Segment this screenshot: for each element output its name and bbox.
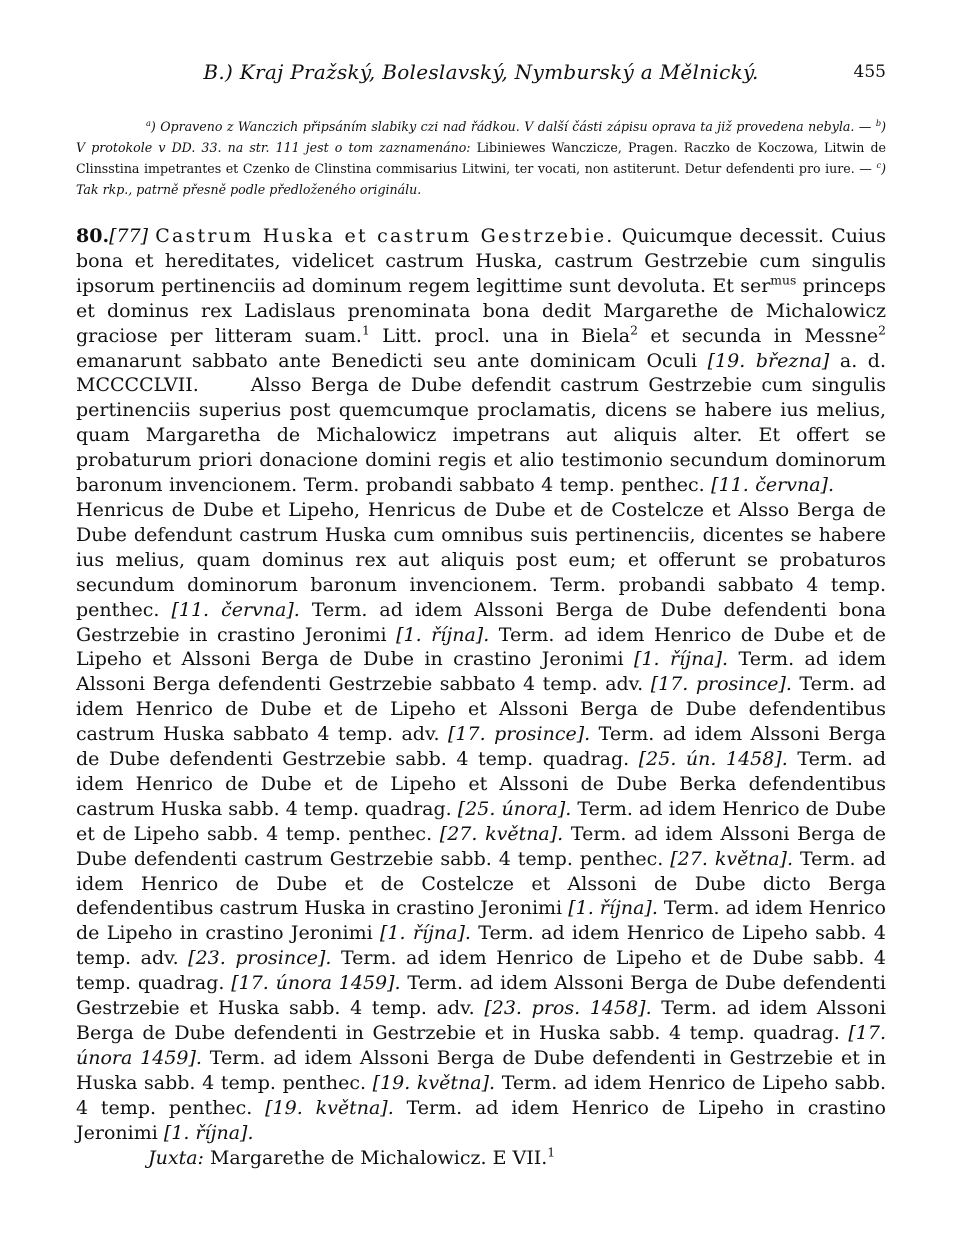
date-note: [1. října]. (380, 922, 471, 945)
date-note: [1. října]. (163, 1121, 254, 1144)
date-note: [17. prosince]. (650, 673, 792, 696)
entry-body (76, 224, 886, 1146)
entry-text: Term. ad idem Alssoni Berga de Dube defendenti Gestrzebie et Huska sabb. 4 temp. adv. (76, 972, 886, 1020)
entry-text: Term. ad idem Henrico de Lipeho in crastino Jeronimi (76, 1096, 886, 1144)
entry-text: Term. ad idem Henrico de Lipeho sabb. 4 temp. penthec. (76, 1071, 887, 1119)
running-header (76, 52, 886, 92)
juxta-text: Margarethe de Michalowicz. E VII. (203, 1146, 548, 1169)
superscript: mus (770, 273, 797, 288)
footnote-ref: 2 (630, 323, 638, 338)
footnote-ref: 1 (547, 1145, 556, 1160)
footnote-ref: 1 (361, 323, 370, 338)
date-note: [27. května]. (670, 847, 794, 870)
entry-text: Term. ad idem Henrico de Dube et de Lipeho sabb. 4 temp. penthec. (76, 797, 886, 845)
date-note: [1. října]. (396, 623, 490, 646)
page-number: 455 (853, 62, 886, 82)
entry-text: Term. ad idem Henrico de Dube et de Lipeho et Alssoni de Dube Berka defendentibus castrum Huska sabb. 4 temp. quadrag. (76, 748, 886, 820)
entry-text: Term. ad idem Alssoni Berga de Dube defendenti in Gestrzebie et in Huska sabb. 4 temp. quadrag. (76, 997, 886, 1044)
footnote-text: ) V protokole v DD. 33. na str. 111 jest o tom zaznamenáno: (76, 119, 886, 155)
juxta-label: Juxta: (148, 1146, 204, 1169)
entry-text: Term. ad idem Henrico de Dube et de Lipeho et Alssoni Berga de Dube defendentibus castrum Huska sabbato 4 temp. adv. (76, 673, 886, 746)
date-note: [11. června]. (171, 598, 300, 621)
entry-text: a. d. MCCCCLVII. (76, 349, 887, 397)
date-note: [1. října]. (568, 897, 658, 920)
footnote-marker: b (875, 117, 882, 128)
entry-ref: [77] (109, 225, 149, 247)
footnote-text: ) Tak rkp., patrně přesně podle předloženého originálu. (76, 161, 886, 197)
entry-text: Henricus de Dube et Lipeho, Henricus de Dube et de Costelcze et Alsso Berga de Dube defendunt castrum Huska cum omnibus suis pertinenciis, dicentes se habere ius melius, quam dominus rex aut aliquis post eum; et offerunt se probaturos secundum dominorum baronum invencionem. Term. probandi sabbato 4 temp. penthec. (76, 498, 886, 621)
date-note: [1. října]. (634, 648, 729, 671)
date-note: [23. pros. 1458]. (484, 997, 652, 1020)
juxta-line (76, 1146, 886, 1171)
entry-text: Quicumque decessit. Cuius bona et hereditates, videlicet castrum Huska, castrum Gestrzebie cum singulis ipsorum pertinenciis ad dominum regem legittime sunt devoluta. Et ser (76, 225, 886, 297)
entry-text: Term. ad idem Henrico de Lipeho sabb. 4 temp. adv. (76, 922, 886, 970)
entry-text: Term. ad idem Henrico de Lipeho et de Dube sabb. 4 temp. quadrag. (76, 947, 886, 995)
footnote-text: ) Opraveno z Wanczich připsáním slabiky czi nad řádkou. V další části zápisu oprava ta již provedena nebyla. — (150, 119, 876, 134)
date-note: [17. prosince]. (447, 723, 591, 746)
entry-text: Term. ad idem Henrico de Dube et de Lipeho et Alssoni Berga de Dube in crastino Jeronimi (76, 623, 887, 671)
entry-number: 80. (76, 225, 110, 247)
footnote-ref: 2 (878, 323, 886, 338)
entry-text: Term. ad idem Alssoni Berga de Dube defendenti castrum Gestrzebie sabb. 4 temp. penthec. (76, 822, 887, 870)
footnote-quote: Libiniewes Wanczicze, Pragen. Raczko de Koczowa, Litwin de Clinsstina impetrantes et Czenko de Clinstina commisarius Litwini, ter vocati, non astiterunt. Detur defendenti pro iure. — (76, 140, 886, 176)
footnote-marker: c (876, 159, 882, 170)
entry-text: Alsso Berga de Dube defendit castrum Gestrzebie cum singulis pertinenciis superius post quemcumque proclamatis, dicens se habere ius melius, quam Margaretha de Michalowicz impetrans aut aliquis alter. Et offert se probaturum priori donacione domini regis et alio testimonio secundum dominorum baronum invencionem. Term. probandi sabbato 4 temp. penthec. (76, 374, 886, 497)
running-title: B.) Kraj Pražský, Boleslavský, Nymburský a Mělnický. (203, 60, 759, 84)
entry-title: Castrum Huska et castrum Gestrzebie. (155, 225, 615, 247)
entry-80 (76, 224, 886, 1170)
footnote-marker: a (146, 117, 151, 128)
entry-text: et secunda in Messne (637, 324, 879, 347)
entry-text: Term. ad idem Alssoni Berga de Dube defendenti in Gestrzebie et in Huska sabb. 4 temp. penthec. (76, 1046, 886, 1094)
footnotes (76, 116, 886, 200)
date-note: [27. května]. (439, 822, 564, 845)
entry-text: princeps et dominus rex Ladislaus prenominata bona dedit Margarethe de Michalowicz graciose per litteram suam. (76, 274, 887, 347)
date-note: [19. května]. (265, 1096, 394, 1119)
footnote-a (76, 116, 886, 200)
date-note: [17. února 1459]. (76, 1022, 886, 1069)
entry-text: Term. ad idem Alssoni Berga de Dube defendenti bona Gestrzebie in crastino Jeronimi (76, 598, 887, 646)
entry-text: Term. ad idem Henrico de Dube et de Costelcze et Alssoni de Dube dicto Berga defendentibus castrum Huska in crastino Jeronimi (76, 847, 887, 920)
entry-text: Term. ad idem Henrico de Lipeho in crastino Jeronimi (76, 897, 886, 945)
date-note: [17. února 1459]. (231, 972, 401, 995)
entry-text: Litt. procl. una in Biela (369, 324, 631, 347)
entry-text: emanarunt sabbato ante Benedicti seu ante dominicam Oculi (76, 349, 708, 372)
entry-text: Term. ad idem Alssoni Berga de Dube defendenti Gestrzebie sabb. 4 temp. quadrag. (76, 723, 886, 771)
date-note: [23. prosince]. (188, 947, 332, 970)
date-note: [11. června]. (711, 474, 834, 497)
date-note: [25. ún. 1458]. (638, 748, 788, 771)
date-note: [25. února]. (457, 797, 572, 820)
entry-text: Term. ad idem Alssoni Berga defendenti Gestrzebie sabbato 4 temp. adv. (76, 648, 886, 696)
date-note: [19. května]. (372, 1071, 496, 1094)
date-note: [19. března] (707, 349, 830, 372)
